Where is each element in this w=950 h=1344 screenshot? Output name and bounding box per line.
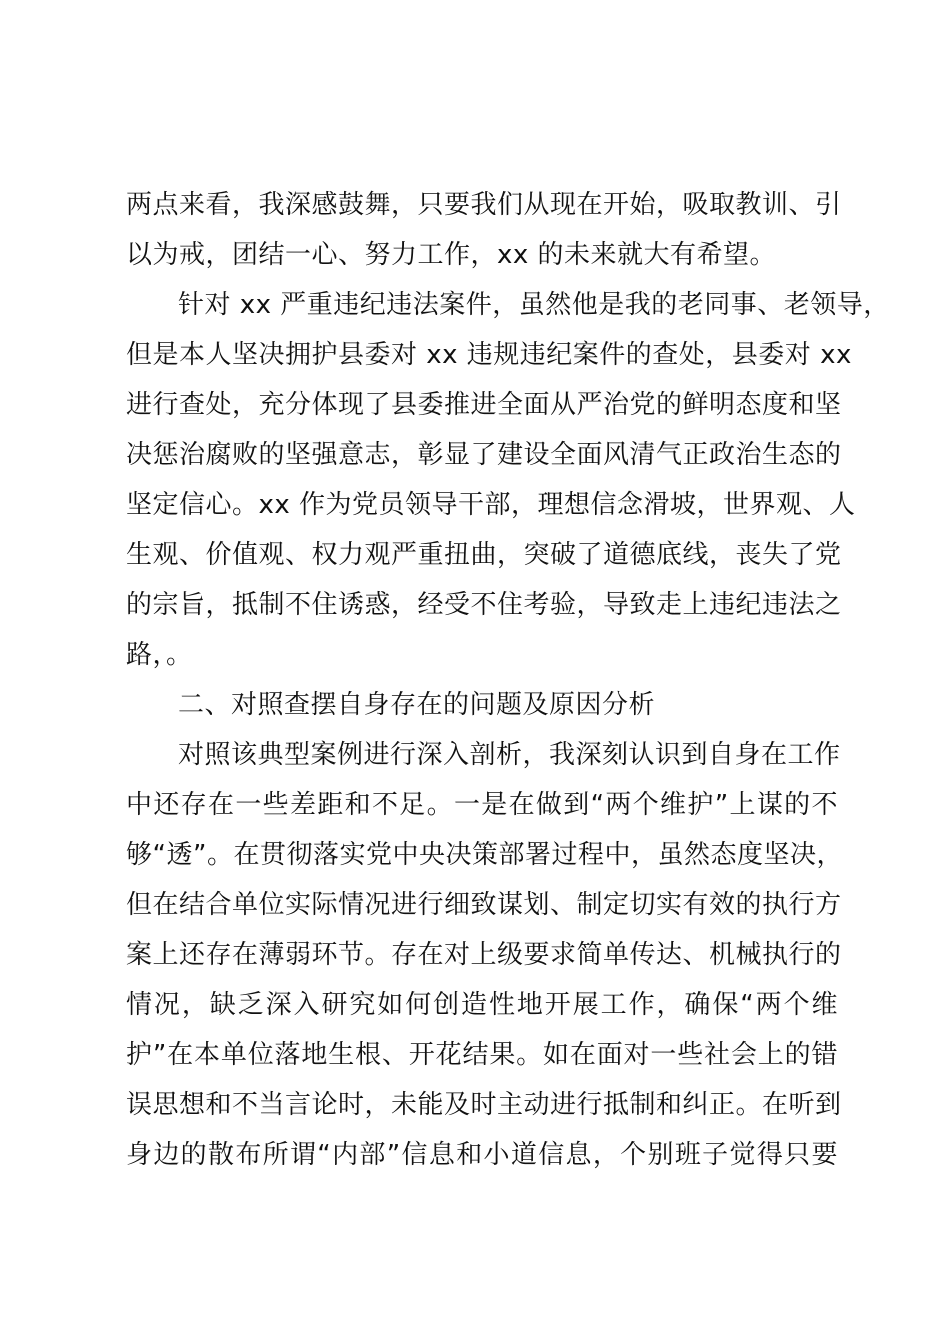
text-line: 但是本人坚决拥护县委对 xx 违规违纪案件的查处，县委对 xx [126, 340, 852, 370]
text-line: 以为戒，团结一心、努力工作，xx 的未来就大有希望。 [126, 240, 777, 270]
text-line: 坚定信心。xx 作为党员领导干部，理想信念滑坡，世界观、人 [126, 490, 856, 520]
text-line: 案上还存在薄弱环节。存在对上级要求简单传达、机械执行的 [126, 940, 842, 970]
paragraph-first-line: 针对 xx 严重违纪违法案件，虽然他是我的老同事、老领导， [178, 290, 890, 320]
text-line: 路，。 [126, 640, 193, 670]
document-body [126, 180, 890, 1180]
section-heading: 二、对照查摆自身存在的问题及原因分析 [178, 690, 656, 720]
text-line: 两点来看，我深感鼓舞，只要我们从现在开始，吸取教训、引 [126, 190, 842, 220]
text-line: 但在结合单位实际情况进行细致谋划、制定切实有效的执行方 [126, 890, 842, 920]
text-line: 决惩治腐败的坚强意志，彰显了建设全面风清气正政治生态的 [126, 440, 842, 470]
text-line: 够“透”。在贯彻落实党中央决策部署过程中，虽然态度坚决， [126, 840, 843, 870]
text-line: 进行查处，充分体现了县委推进全面从严治党的鲜明态度和坚 [126, 390, 842, 420]
text-line: 误思想和不当言论时，未能及时主动进行抵制和纠正。在听到 [126, 1090, 842, 1120]
text-line: 的宗旨，抵制不住诱惑，经受不住考验，导致走上违纪违法之 [126, 590, 842, 620]
text-line: 护”在本单位落地生根、开花结果。如在面对一些社会上的错 [126, 1040, 838, 1070]
text-line: 生观、价值观、权力观严重扭曲，突破了道德底线，丧失了党 [126, 540, 842, 570]
text-line: 情况，缺乏深入研究如何创造性地开展工作，确保“两个维 [126, 990, 838, 1020]
text-line: 中还存在一些差距和不足。一是在做到“两个维护”上谋的不 [126, 790, 838, 820]
paragraph-first-line: 对照该典型案例进行深入剖析，我深刻认识到自身在工作 [178, 740, 841, 770]
text-line: 身边的散布所谓“内部”信息和小道信息，个别班子觉得只要 [126, 1140, 838, 1170]
